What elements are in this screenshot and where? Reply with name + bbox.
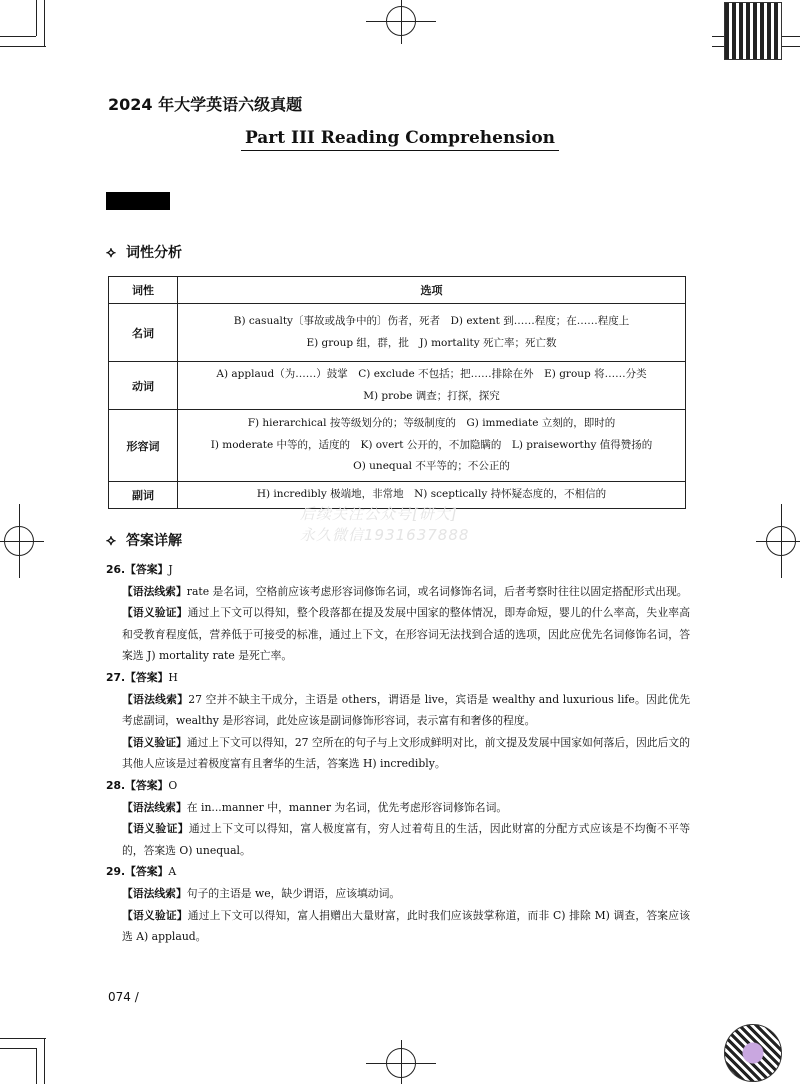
options-cell (178, 304, 686, 362)
answer-line (106, 861, 690, 883)
option-line: B) casualty〔事故或战争中的〕伤者，死者 D) extent 到……程度；在……程度上 (233, 315, 630, 327)
answer-tag: 【答案】 (125, 670, 169, 684)
explanation-paragraph (106, 797, 690, 819)
redacted-bar (106, 192, 170, 210)
registration-mark (401, 0, 402, 44)
section-title: 词性分析 (126, 245, 182, 261)
section-heading-vocab (106, 242, 182, 262)
question-number: 29. (106, 865, 126, 879)
answer-tag: 【答案】 (125, 778, 169, 792)
answer-explanations (106, 559, 690, 948)
explanation-paragraph (106, 883, 690, 905)
page-number: 074 / (108, 990, 139, 1004)
section-title: 答案详解 (126, 533, 182, 549)
crop-mark (0, 1048, 36, 1049)
question-number: 28. (106, 778, 126, 792)
explanation-paragraph (106, 602, 690, 667)
question-number: 26. (106, 563, 126, 576)
explanation-tag: 【语义验证】 (122, 822, 189, 836)
answer-value: O (168, 778, 178, 792)
answer-line (106, 775, 690, 797)
explanation-paragraph (106, 689, 690, 732)
registration-mark (756, 541, 800, 542)
table-header-row (109, 277, 686, 304)
option-line: F) hierarchical 按等级划分的；等级制度的 G) immediate 立刻的，即时的 (247, 417, 616, 430)
option-line: E) group 组，群，批 J) mortality 死亡率；死亡数 (306, 336, 557, 349)
pos-cell: 形容词 (109, 410, 178, 482)
explanation-tag: 【语义验证】 (122, 735, 187, 749)
registration-mark (19, 504, 20, 578)
answer-line (106, 559, 690, 581)
table-row (109, 362, 686, 410)
watermark-text: 后续关注公众号[研大] (300, 505, 458, 523)
answer-value: A (168, 865, 177, 879)
answer-value: J (168, 563, 173, 576)
option-line: O) unequal 不平等的；不公正的 (353, 460, 510, 473)
registration-mark (781, 504, 782, 578)
options-cell (178, 362, 686, 410)
network-icon: ⟡ (106, 531, 116, 549)
table-row (109, 410, 686, 482)
explanation-text: 在 in...manner 中，manner 为名词，优先考虑形容词修饰名词。 (186, 800, 508, 814)
explanation-paragraph (106, 732, 690, 775)
crop-mark (36, 1048, 37, 1084)
crop-mark (44, 1038, 45, 1084)
explanation-text: 通过上下文可以得知，富人极度富有，穷人过着苟且的生活，因此财富的分配方式应该是不均衡不平等的，答案选 O) unequal。 (122, 822, 691, 857)
pos-cell: 名词 (109, 304, 178, 362)
answer-block (106, 559, 690, 667)
qr-code (724, 1024, 782, 1082)
crop-mark (0, 46, 46, 47)
option-line: M) probe 调查；打探，探究 (363, 389, 500, 402)
crop-mark (0, 1038, 46, 1039)
explanation-tag: 【语法线索】 (122, 886, 187, 900)
section-heading-answers (106, 530, 182, 550)
pos-cell: 副词 (109, 482, 178, 509)
explanation-paragraph (106, 581, 690, 603)
answer-block (106, 667, 690, 775)
option-line: H) incredibly 极端地，非常地 N) sceptically 持怀疑态度的，不相信的 (256, 488, 607, 500)
document-header-title: 2024 年大学英语六级真题 (108, 95, 303, 114)
crop-mark (36, 0, 37, 36)
table-header-cell: 选项 (178, 277, 686, 304)
answer-block (106, 861, 690, 947)
explanation-text: 27 空并不缺主干成分，主语是 others，谓语是 live，宾语是 wealthy and luxurious life。因此优先考虑副词，wealthy 是形容词，此处应该是副词修饰形容词，表示富有和奢侈的程度。 (122, 692, 690, 728)
answer-value: H (168, 670, 178, 684)
answer-block (106, 775, 690, 861)
explanation-text: 通过上下文可以得知，富人捐赠出大量财富，此时我们应该鼓掌称道，而非 C) 排除 M) 调查，答案应该选 A) applaud。 (122, 908, 691, 944)
explanation-tag: 【语义验证】 (122, 908, 188, 922)
explanation-text: 通过上下文可以得知，27 空所在的句子与上文形成鲜明对比，前文提及发展中国家如何落后，因此后文的其他人应该是过着极度富有且奢华的生活，答案选 H) incredibly。 (122, 735, 691, 771)
registration-mark (0, 541, 44, 542)
crop-mark (44, 0, 45, 46)
part-title (0, 128, 800, 148)
table-header-cell: 词性 (109, 277, 178, 304)
options-cell (178, 410, 686, 482)
explanation-text: rate 是名词，空格前应该考虑形容词修饰名词，或名词修饰名词，后者考察时往往以固定搭配形式出现。 (186, 584, 688, 598)
table-row (109, 304, 686, 362)
explanation-tag: 【语法线索】 (122, 692, 189, 706)
qr-code (724, 2, 782, 60)
watermark-text: 永久微信1931637888 (300, 526, 470, 544)
explanation-text: 通过上下文可以得知，整个段落都在提及发展中国家的整体情况，即寿命短，婴儿的什么率高，失业率高和受教育程度低，营养低于可接受的标准，通过上下文，在形容词无法找到合适的选项，因此应优先名词修饰名词，答案选 J) mortality rate 是死亡率。 (122, 606, 691, 663)
network-icon: ⟡ (106, 243, 116, 261)
explanation-tag: 【语法线索】 (122, 584, 187, 598)
registration-mark (401, 1040, 402, 1084)
pos-cell: 动词 (109, 362, 178, 410)
explanation-paragraph (106, 818, 690, 861)
answer-tag: 【答案】 (125, 865, 169, 879)
crop-mark (0, 36, 36, 37)
explanation-tag: 【语义验证】 (122, 606, 188, 620)
question-number: 27. (106, 670, 126, 684)
option-line: A) applaud（为……）鼓掌 C) exclude 不包括；把……排除在外 E) group 将……分类 (216, 368, 647, 380)
answer-line (106, 667, 690, 689)
part-of-speech-table (108, 276, 686, 509)
option-line: I) moderate 中等的，适度的 K) overt 公开的，不加隐瞒的 L) praiseworthy 值得赞扬的 (210, 438, 653, 451)
explanation-paragraph (106, 905, 690, 948)
explanation-tag: 【语法线索】 (122, 800, 187, 814)
part-title-text: Part III Reading Comprehension (241, 128, 559, 151)
answer-tag: 【答案】 (125, 563, 169, 576)
explanation-text: 句子的主语是 we，缺少谓语，应该填动词。 (186, 886, 401, 900)
